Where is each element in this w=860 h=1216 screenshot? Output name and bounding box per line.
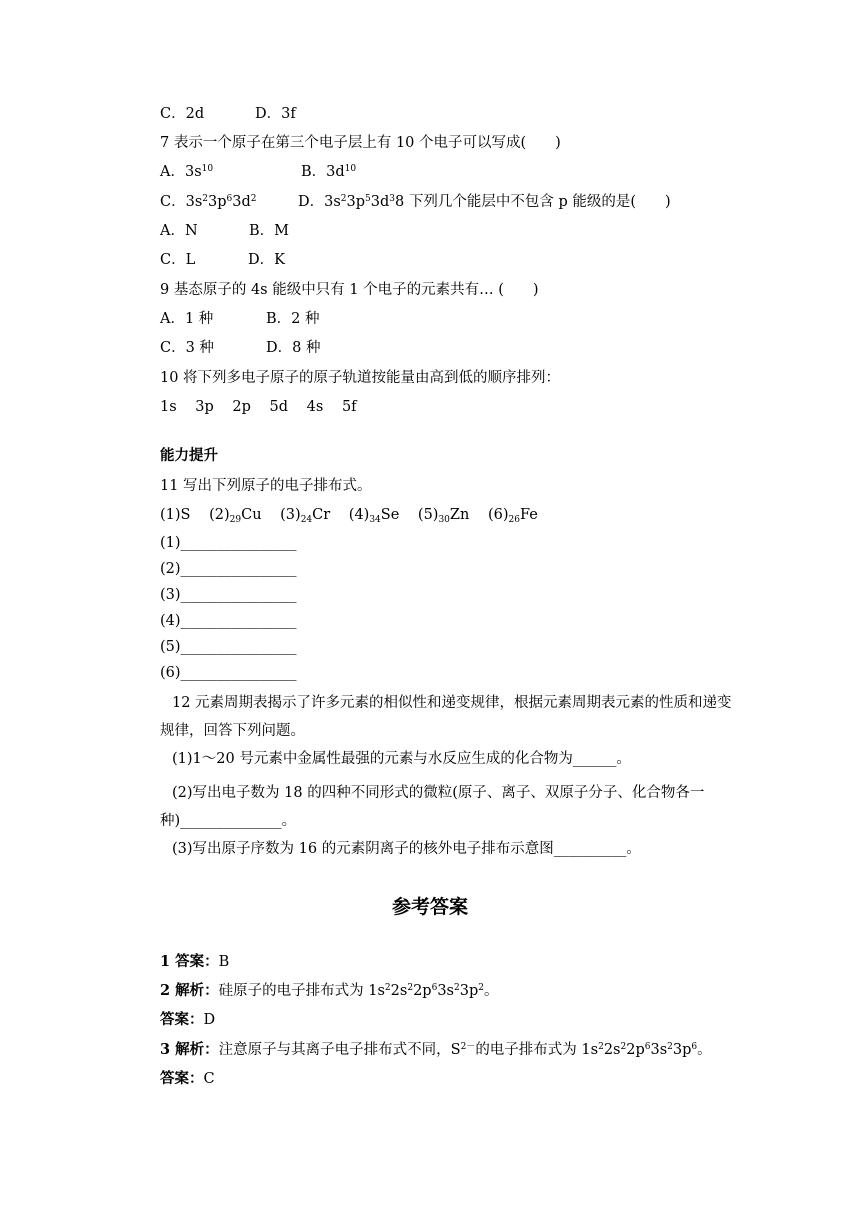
q12-stem: 12 元素周期表揭示了许多元素的相似性和递变规律，根据元素周期表元素的性质和递变规律，回答下列问题。 xyxy=(160,695,732,739)
answers-title: 参考答案 xyxy=(391,896,468,918)
q11-stem: 11 写出下列原子的电子排布式。 xyxy=(160,478,372,494)
q6-option-d: D．3f xyxy=(255,106,296,122)
q10-stem: 10 将下列多电子原子的原子轨道按能量由高到低的顺序排列： xyxy=(160,370,561,386)
q7-option-d: D．$3s^23p^53d^38$ 下列几个能层中不包含 p 能级的是( ) xyxy=(298,194,671,210)
orbital-item: 5f xyxy=(341,399,357,415)
q12-part-1: (1)1～20 号元素中金属性最强的元素与水反应生成的化合物为______。 xyxy=(172,751,631,767)
q10-orbital-list xyxy=(160,397,357,417)
orbital-item: 2p xyxy=(232,399,251,415)
q7-option-a: A．$3s^{10}$ xyxy=(160,164,214,180)
q12-part-2: (2)写出电子数为 18 的四种不同形式的微粒(原子、离子、双原子分子、化合物各一种)______________。 xyxy=(160,785,705,829)
q8-option-d: D．K xyxy=(248,252,285,268)
orbital-item: 3p xyxy=(195,399,214,415)
q9-option-c: C．3 种 xyxy=(160,340,214,356)
q9-options-ab xyxy=(160,309,320,329)
q11-blank-2: (2)________________ xyxy=(160,561,297,577)
q7-stem: 7 表示一个原子在第三个电子层上有 10 个电子可以写成( ) xyxy=(160,135,561,151)
q11-item-4: $(4)_{34}Se$ xyxy=(348,507,400,525)
q9-option-d: D．8 种 xyxy=(266,340,321,356)
q11-blank-3: (3)________________ xyxy=(160,587,297,603)
q11-blank-5: (5)________________ xyxy=(160,639,297,655)
analysis-3: 3 解析：注意原子与其离子电子排布式不同，$S^{2-}$的电子排布式为 $1s^22s^22p^63s^23p^6$。 xyxy=(160,1041,712,1058)
section-heading: 能力提升 xyxy=(160,447,218,464)
orbital-item: 4s xyxy=(306,399,324,415)
q7-option-b: B．$3d^{10}$ xyxy=(301,164,357,180)
q8-option-a: A．N xyxy=(160,223,198,239)
q9-options-cd xyxy=(160,338,321,358)
q11-blank-1: (1)________________ xyxy=(160,535,297,551)
q11-blank-6: (6)________________ xyxy=(160,665,297,681)
q6-option-c: C．2d xyxy=(160,106,205,122)
q11-item-2: $(2)_{29}Cu$ xyxy=(209,507,262,525)
q8-options-ab xyxy=(160,221,290,241)
q11-item-5: $(5)_{30}Zn$ xyxy=(417,507,470,525)
q11-item-1: (1)S xyxy=(160,507,191,523)
q9-option-a: A．1 种 xyxy=(160,311,214,327)
q11-item-3: $(3)_{24}Cr$ xyxy=(280,507,331,525)
orbital-item: 1s xyxy=(160,399,177,415)
q12-part-3: (3)写出原子序数为 16 的元素阴离子的核外电子排布示意图__________。 xyxy=(172,841,641,857)
q9-option-b: B．2 种 xyxy=(266,311,320,327)
answer-2: 答案：D xyxy=(160,1011,216,1028)
analysis-2: 2 解析：硅原子的电子排布式为 $1s^22s^22p^63s^23p^2$。 xyxy=(160,982,499,999)
q11-blank-4: (4)________________ xyxy=(160,613,297,629)
q8-options-cd xyxy=(160,250,285,270)
answer-3: 答案：C xyxy=(160,1070,215,1087)
q7-option-c: C．$3s^23p^63d^2$ xyxy=(160,194,257,210)
q7-options-ab xyxy=(160,162,357,182)
q6-options-row xyxy=(160,104,296,124)
q8-stem: 8 下列几个能层中不包含 p 能级的是( ) xyxy=(395,194,671,210)
q8-option-b: B．M xyxy=(249,223,290,239)
q11-items xyxy=(160,505,538,525)
orbital-item: 5d xyxy=(269,399,289,415)
answer-1: 1 答案：B xyxy=(160,953,230,970)
q8-option-c: C．L xyxy=(160,252,196,268)
q9-stem: 9 基态原子的 4s 能级中只有 1 个电子的元素共有… ( ) xyxy=(160,282,539,298)
q7-options-cd-q8 xyxy=(160,192,671,212)
q11-item-6: $(6)_{26}Fe$ xyxy=(487,507,538,525)
